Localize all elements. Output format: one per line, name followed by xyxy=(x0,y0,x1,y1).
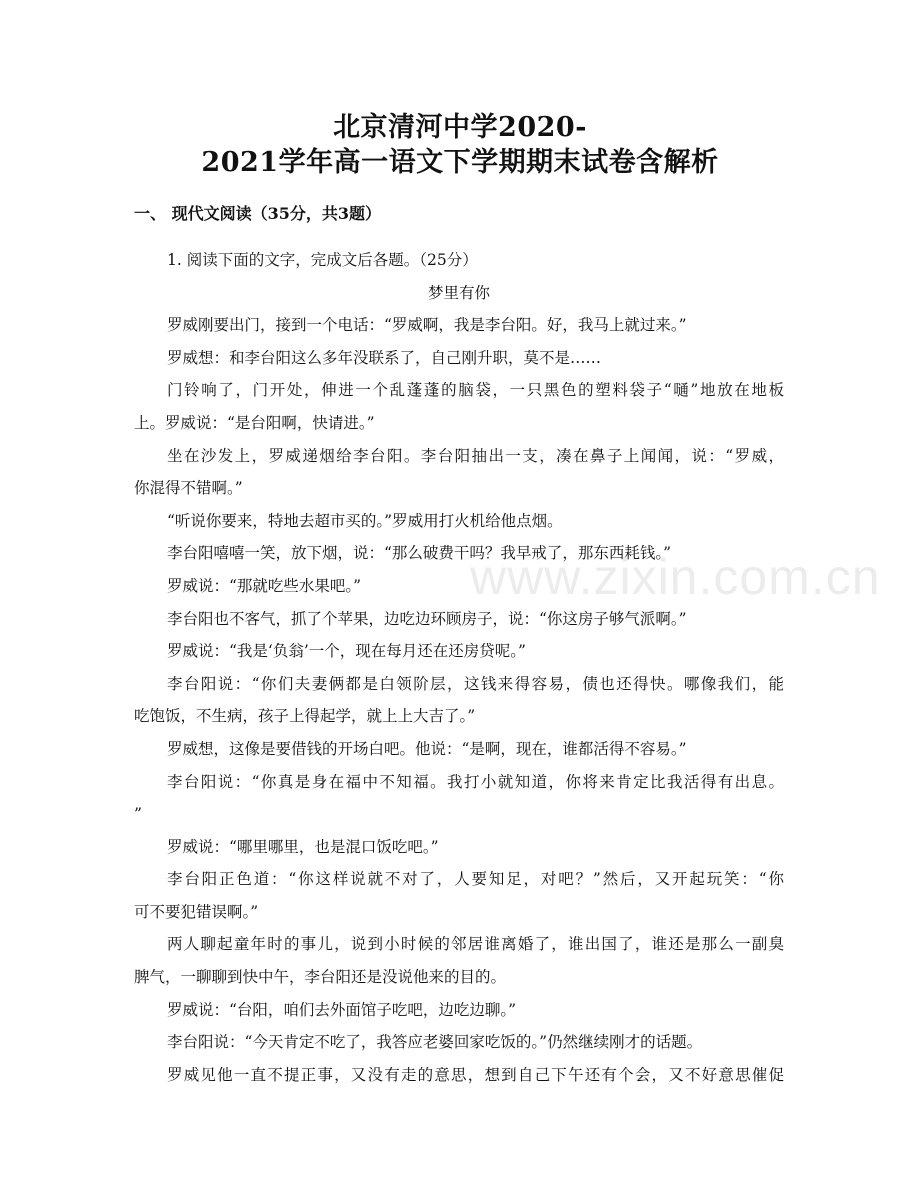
paragraph-line: 李台阳说：“今天肯定不吃了，我答应老婆回家吃饭的。”仍然继续刚才的话题。 xyxy=(167,1033,703,1052)
paragraph-line: 罗威想，这像是要借钱的开场白吧。他说：“是啊，现在，谁都活得不容易。” xyxy=(167,739,687,758)
watermark: www.zixin.com.cn xyxy=(470,549,881,605)
paragraph-line: 罗威说：“那就吃些水果吧。” xyxy=(167,576,362,595)
reading-passage xyxy=(134,244,784,1091)
paragraph-line: 罗威说：“哪里哪里，也是混口饭吃吧。” xyxy=(167,837,439,856)
paragraph-line: 罗威说：“我是‘负翁’一个，现在每月还在还房贷呢。” xyxy=(167,642,526,661)
paragraph-line: 两人聊起童年时的事儿，说到小时候的邻居谁离婚了，谁出国了，谁还是那么一副臭 xyxy=(167,935,784,954)
story-title: 梦里有你 xyxy=(427,283,490,302)
document-title-line-2: 2021学年高一语文下学期期末试卷含解析 xyxy=(201,147,719,178)
paragraph-line: 上。罗威说：“是台阳啊，快请进。” xyxy=(134,413,375,432)
paragraph-line: “听说你要来，特地去超市买的。”罗威用打火机给他点烟。 xyxy=(167,511,563,530)
paragraph-line: 李台阳说：“你们夫妻俩都是白领阶层，这钱来得容易，债也还得快。哪像我们，能 xyxy=(167,674,784,693)
paragraph-line: 可不要犯错误啊。” xyxy=(134,902,259,921)
paragraph-line: 罗威见他一直不提正事，又没有走的意思，想到自己下午还有个会，又不好意思催促 xyxy=(167,1065,784,1084)
paragraph-line: 你混得不错啊。” xyxy=(134,479,243,498)
question-intro: 1. 阅读下面的文字，完成文后各题。（25分） xyxy=(167,251,478,269)
paragraph-line: 吃饱饭，不生病，孩子上得起学，就上上大吉了。” xyxy=(134,707,476,726)
paragraph-line: 门铃响了，门开处，伸进一个乱蓬蓬的脑袋，一只黑色的塑料袋子“嗵”地放在地板 xyxy=(167,381,784,400)
paragraph-line: 罗威说：“台阳，咱们去外面馆子吃吧，边吃边聊。” xyxy=(167,1000,517,1019)
paragraph-line: 李台阳也不客气，抓了个苹果，边吃边环顾房子，说：“你这房子够气派啊。” xyxy=(167,609,687,628)
paragraph-line: 李台阳正色道：“你这样说就不对了，人要知足，对吧？”然后，又开起玩笑：“你 xyxy=(167,870,784,889)
paragraph-line: ” xyxy=(134,805,142,824)
paragraph-line: 李台阳说：“你真是身在福中不知福。我打小就知道，你将来肯定比我活得有出息。 xyxy=(167,772,784,791)
paragraph-line: 坐在沙发上，罗威递烟给李台阳。李台阳抽出一支，凑在鼻子上闻闻，说：“罗威， xyxy=(167,446,784,465)
paragraph-line: 罗威刚要出门，接到一个电话：“罗威啊，我是李台阳。好，我马上就过来。” xyxy=(167,316,687,335)
paragraph-line: 罗威想：和李台阳这么多年没联系了，自己刚升职，莫不是…… xyxy=(167,348,602,367)
paragraph-line: 脾气，一聊聊到快中午，李台阳还是没说他来的目的。 xyxy=(134,968,507,987)
section-heading: 一、 现代文阅读（35分，共3题） xyxy=(134,204,381,223)
paragraph-line: 李台阳嘻嘻一笑，放下烟，说：“那么破费干吗？我早戒了，那东西耗钱。” xyxy=(167,544,672,563)
document-title-line-1: 北京清河中学2020- xyxy=(333,112,587,143)
